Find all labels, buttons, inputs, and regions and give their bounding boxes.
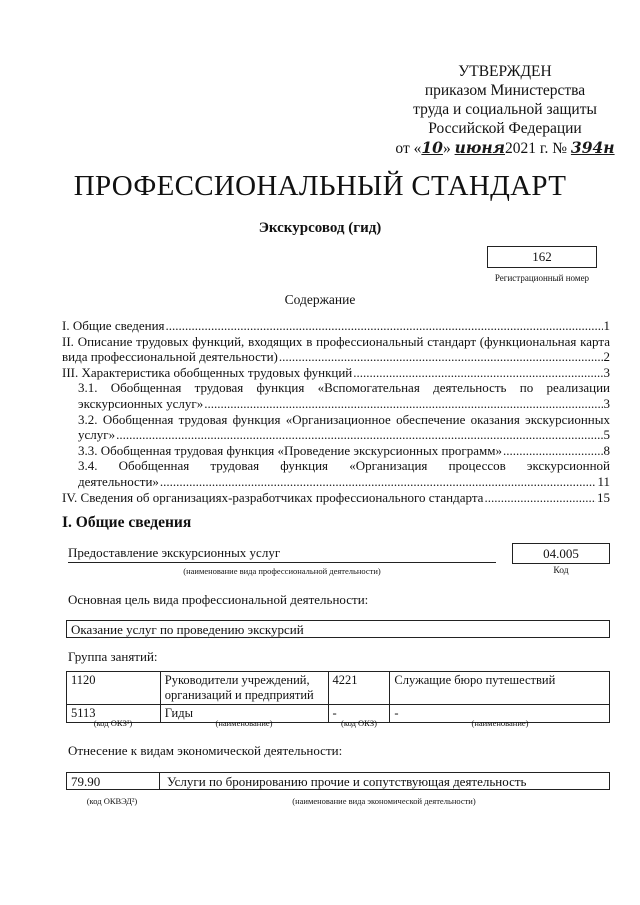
activity-code-box: 04.005 bbox=[512, 543, 610, 564]
toc-item[interactable]: экскурсионных услуг» ..... 3 bbox=[62, 396, 610, 412]
approval-line-3: труда и социальной защиты bbox=[413, 101, 597, 118]
goal-label: Основная цель вида профессиональной деятельности: bbox=[68, 592, 369, 607]
toc-item[interactable]: 3.3. Обобщенная трудовая функция «Проведение экскурсионных программ» ..... 8 bbox=[62, 443, 610, 459]
activity-caption: (наименование вида профессиональной деятельности) bbox=[183, 566, 381, 576]
section-title: I. Общие сведения bbox=[62, 514, 192, 531]
toc-item[interactable]: I. Общие сведения ..... 1 bbox=[62, 318, 610, 334]
approval-line-4: Российской Федерации bbox=[428, 120, 582, 137]
document-title: ПРОФЕССИОНАЛЬНЫЙ СТАНДАРТ bbox=[73, 170, 567, 202]
registration-label: Регистрационный номер bbox=[494, 273, 590, 283]
okz-code-cell: 1120 bbox=[67, 672, 161, 705]
contents-title: Содержание bbox=[284, 292, 356, 307]
toc-item[interactable]: III. Характеристика обобщенных трудовых функций ..... 3 bbox=[62, 365, 610, 381]
date-mid: » bbox=[442, 140, 451, 157]
activity-name: Предоставление экскурсионных услуг bbox=[68, 545, 281, 560]
date-day: 10 bbox=[421, 138, 443, 157]
occupation-name-cell: - bbox=[390, 705, 610, 723]
approval-line-1: УТВЕРЖДЕН bbox=[458, 63, 552, 80]
activity-name-field bbox=[68, 545, 496, 563]
okved-code: 79.90 bbox=[71, 774, 101, 789]
okz-code-cell: - bbox=[328, 705, 390, 723]
approval-date-line bbox=[385, 138, 625, 158]
approval-block bbox=[385, 62, 625, 158]
toc-item-line-a: 3.1. Обобщенная трудовая функция «Вспомогательная деятельность по реализации bbox=[78, 380, 610, 396]
okz-code-cell: 4221 bbox=[328, 672, 390, 705]
goal-value: Оказание услуг по проведению экскурсий bbox=[71, 622, 304, 637]
occupation-name-cell: Руководители учреждений, организаций и предприятий bbox=[160, 672, 328, 705]
toc-item[interactable]: IV. Сведения об организациях-разработчиках профессионального стандарта ..... 15 bbox=[62, 490, 610, 506]
okved-row bbox=[66, 772, 610, 790]
toc-item[interactable]: деятельности» ..... 11 bbox=[62, 474, 610, 490]
toc-item-line-a: II. Описание трудовых функций, входящих в профессиональный стандарт (функциональная карта bbox=[62, 333, 610, 349]
occupation-name-cell: Гиды bbox=[160, 705, 328, 723]
toc-item[interactable]: вида профессиональной деятельности) ..... 2 bbox=[62, 349, 610, 365]
occupations-table bbox=[66, 671, 610, 723]
table-row bbox=[67, 672, 610, 705]
occupation-name-cell: Служащие бюро путешествий bbox=[390, 672, 610, 705]
date-prefix: от « bbox=[395, 140, 422, 157]
toc-item-line-a: 3.2. Обобщенная трудовая функция «Организационное обеспечение оказания экскурсионных bbox=[78, 411, 610, 427]
code-caption: Код bbox=[553, 566, 569, 576]
goal-value-box bbox=[66, 620, 610, 638]
okved-name: Услуги по бронированию прочие и сопутствующая деятельность bbox=[167, 774, 527, 789]
date-number: 394н bbox=[570, 138, 615, 157]
date-year: 2021 г. № bbox=[505, 140, 568, 157]
okz-caption-2: (код ОКЗ) bbox=[341, 718, 377, 728]
okved-code-caption: (код ОКВЭД²) bbox=[86, 796, 138, 806]
registration-number-box: 162 bbox=[487, 246, 597, 268]
toc-item-line-a: 3.4. Обобщенная трудовая функция «Организация процессов экскурсионной bbox=[78, 458, 610, 474]
name-caption-2: (наименование) bbox=[471, 718, 529, 728]
toc-item[interactable]: услуг» ..... 5 bbox=[62, 427, 610, 443]
approval-line-2: приказом Министерства bbox=[424, 82, 586, 99]
document-subtitle: Экскурсовод (гид) bbox=[258, 220, 382, 236]
okz-caption-1: (код ОКЗ¹) bbox=[93, 718, 133, 728]
date-month: июня bbox=[454, 138, 506, 157]
name-caption-1: (наименование) bbox=[215, 718, 273, 728]
okz-code-cell: 5113 bbox=[67, 705, 161, 723]
table-of-contents bbox=[62, 318, 610, 505]
econ-label: Отнесение к видам экономической деятельности: bbox=[68, 743, 343, 758]
okved-name-caption: (наименование вида экономической деятельности) bbox=[292, 796, 476, 806]
group-label: Группа занятий: bbox=[68, 649, 158, 664]
